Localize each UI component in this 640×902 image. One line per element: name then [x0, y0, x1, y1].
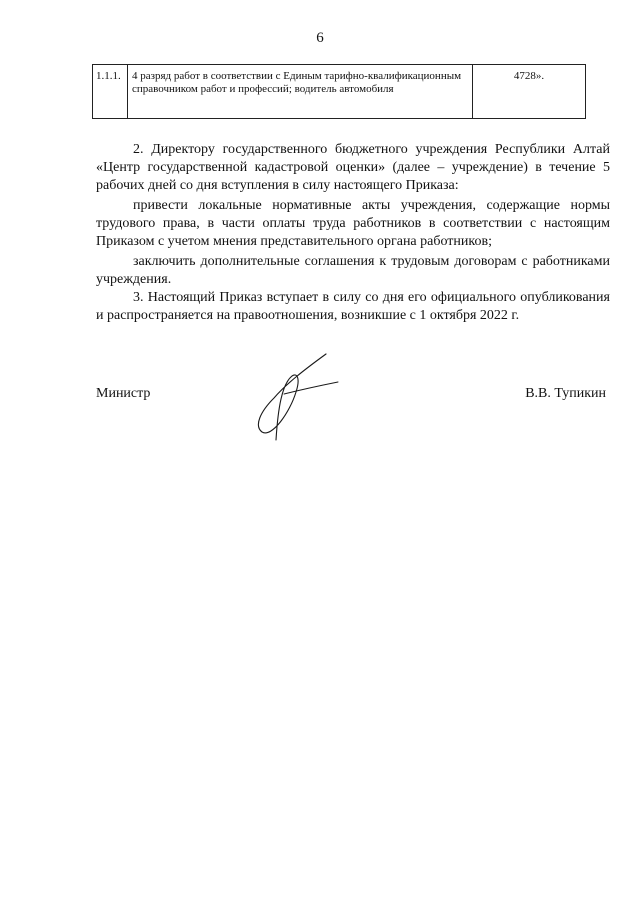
row-value-cell: 4728». — [473, 65, 586, 119]
paragraph-agreements: заключить дополнительные соглашения к трудовым договорам с работниками учреждения. — [96, 254, 610, 287]
handwritten-signature — [234, 352, 344, 442]
paragraph-local-acts: привести локальные нормативные акты учреждения, содержащие нормы трудового права, в части оплаты труда работников в соответствии с настоящим Приказом с учетом мнения представительного органа работников; — [96, 198, 610, 249]
tariff-table — [92, 64, 586, 119]
order-body — [96, 141, 610, 325]
row-description-cell: 4 разряд работ в соответствии с Единым тарифно-квалификационным справочником работ и профессий; водитель автомобиля — [128, 65, 473, 119]
signer-name: В.В. Тупикин — [525, 386, 606, 401]
position-title: Министр — [96, 386, 151, 401]
row-number-cell: 1.1.1. — [93, 65, 128, 119]
paragraph-director-instruction: 2. Директору государственного бюджетного учреждения Республики Алтай «Центр государственной кадастровой оценки» (далее – учреждение) в течение 5 рабочих дней со дня вступления в силу настоящего Приказа: — [96, 142, 610, 193]
paragraph-effective-date: 3. Настоящий Приказ вступает в силу со дня его официального опубликования и распространяется на правоотношения, возникшие с 1 октября 2022 г. — [96, 290, 610, 323]
table-row — [93, 65, 586, 119]
signature-block — [96, 386, 610, 456]
page-number: 6 — [316, 30, 324, 46]
